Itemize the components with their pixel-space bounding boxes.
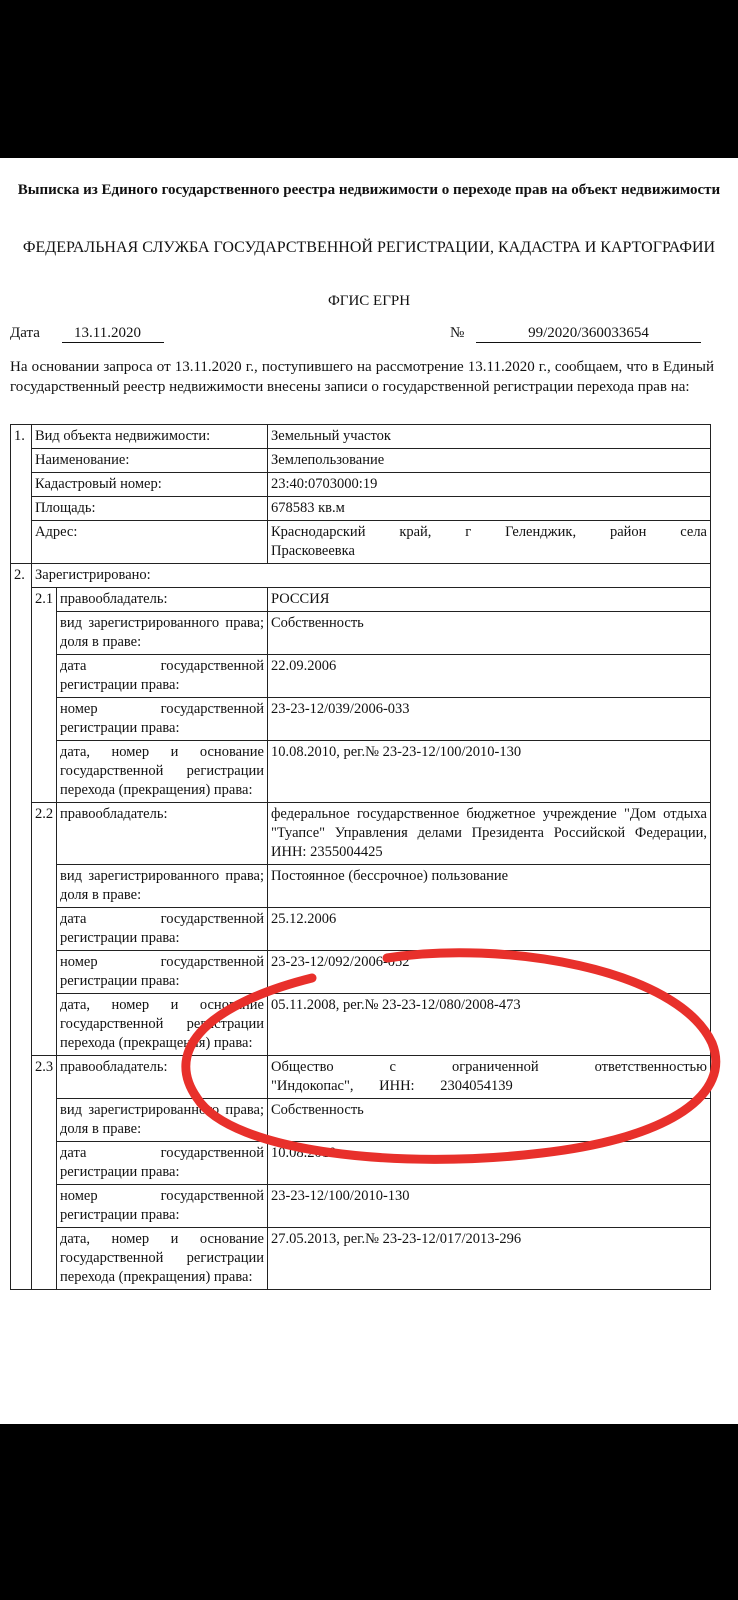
date-value: 13.11.2020 bbox=[62, 325, 164, 343]
registered-label: Зарегистрировано: bbox=[32, 564, 711, 588]
reg-date-value: 25.12.2006 bbox=[268, 908, 711, 951]
reg-date-value: 22.09.2006 bbox=[268, 655, 711, 698]
table-row bbox=[11, 698, 711, 741]
table-row bbox=[11, 564, 711, 588]
right-value: Собственность bbox=[268, 612, 711, 655]
transfer-label: дата, номер и основание государственной регистрации перехода (прекращения) права: bbox=[57, 741, 268, 803]
number-value: 99/2020/360033654 bbox=[476, 325, 701, 343]
registry-table bbox=[10, 424, 711, 1290]
right-value: Собственность bbox=[268, 1099, 711, 1142]
table-row bbox=[11, 521, 711, 564]
transfer-label: дата, номер и основание государственной регистрации перехода (прекращения) права: bbox=[57, 1228, 268, 1290]
reg-num-value: 23-23-12/039/2006-033 bbox=[268, 698, 711, 741]
object-type-label: Вид объекта недвижимости: bbox=[32, 425, 268, 449]
table-row bbox=[11, 1099, 711, 1142]
reg-num-label: номер государственной регистрации права: bbox=[57, 951, 268, 994]
holder-value: РОССИЯ bbox=[268, 588, 711, 612]
table-row bbox=[11, 1142, 711, 1185]
system-name: ФГИС ЕГРН bbox=[327, 293, 411, 309]
agency-name: ФЕДЕРАЛЬНАЯ СЛУЖБА ГОСУДАРСТВЕННОЙ РЕГИСТРАЦИИ, КАДАСТРА И КАРТОГРАФИИ bbox=[22, 239, 716, 256]
table-row bbox=[11, 1228, 711, 1290]
area-label: Площадь: bbox=[32, 497, 268, 521]
table-row bbox=[11, 803, 711, 865]
reg-num-value: 23-23-12/100/2010-130 bbox=[268, 1185, 711, 1228]
transfer-value: 05.11.2008, рег.№ 23-23-12/080/2008-473 bbox=[268, 994, 711, 1056]
table-row bbox=[11, 473, 711, 497]
holder-label: правообладатель: bbox=[57, 803, 268, 865]
section-number: 1. bbox=[11, 425, 32, 564]
right-label: вид зарегистрированного права; доля в праве: bbox=[57, 865, 268, 908]
table-row bbox=[11, 588, 711, 612]
intro-paragraph: На основании запроса от 13.11.2020 г., поступившего на рассмотрение 13.11.2020 г., сообщаем, что в Единый государственный реестр недвижимости внесены записи о государственной регистрации перехода прав на: bbox=[10, 359, 714, 395]
table-row bbox=[11, 994, 711, 1056]
reg-date-label: дата государственной регистрации права: bbox=[57, 908, 268, 951]
entry-number: 2.1 bbox=[32, 588, 57, 803]
reg-num-label: номер государственной регистрации права: bbox=[57, 698, 268, 741]
transfer-value: 27.05.2013, рег.№ 23-23-12/017/2013-296 bbox=[268, 1228, 711, 1290]
object-type-value: Земельный участок bbox=[268, 425, 711, 449]
entry-number: 2.3 bbox=[32, 1056, 57, 1290]
holder-value: Общество с ограниченной ответственностью "Индокопас", ИНН: 2304054139 bbox=[268, 1056, 711, 1099]
object-name-value: Землепользование bbox=[268, 449, 711, 473]
right-label: вид зарегистрированного права; доля в праве: bbox=[57, 612, 268, 655]
section-number: 2. bbox=[11, 564, 32, 1290]
transfer-label: дата, номер и основание государственной регистрации перехода (прекращения) права: bbox=[57, 994, 268, 1056]
number-label: № bbox=[450, 325, 465, 341]
address-value: Краснодарский край, г Геленджик, район села Прасковеевка bbox=[268, 521, 711, 564]
table-row bbox=[11, 425, 711, 449]
table-row bbox=[11, 612, 711, 655]
reg-date-label: дата государственной регистрации права: bbox=[57, 1142, 268, 1185]
holder-label: правообладатель: bbox=[57, 588, 268, 612]
date-number-line bbox=[10, 325, 728, 345]
area-value: 678583 кв.м bbox=[268, 497, 711, 521]
reg-date-value: 10.08.2010 bbox=[268, 1142, 711, 1185]
object-name-label: Наименование: bbox=[32, 449, 268, 473]
table-row bbox=[11, 741, 711, 803]
table-row bbox=[11, 449, 711, 473]
cadastral-label: Кадастровый номер: bbox=[32, 473, 268, 497]
table-row bbox=[11, 908, 711, 951]
table-row bbox=[11, 951, 711, 994]
reg-date-label: дата государственной регистрации права: bbox=[57, 655, 268, 698]
reg-num-value: 23-23-12/092/2006-052 bbox=[268, 951, 711, 994]
holder-value: федеральное государственное бюджетное учреждение "Дом отдыха "Туапсе" Управления делами Президента Российской Федерации, ИНН: 2355004425 bbox=[268, 803, 711, 865]
table-row bbox=[11, 1056, 711, 1099]
transfer-value: 10.08.2010, рег.№ 23-23-12/100/2010-130 bbox=[268, 741, 711, 803]
address-label: Адрес: bbox=[32, 521, 268, 564]
right-value: Постоянное (бессрочное) пользование bbox=[268, 865, 711, 908]
table-row bbox=[11, 655, 711, 698]
entry-number: 2.2 bbox=[32, 803, 57, 1056]
document-title: Выписка из Единого государственного реестра недвижимости о переходе прав на объект недвижимости bbox=[17, 182, 721, 198]
date-label: Дата bbox=[10, 325, 40, 341]
table-row bbox=[11, 1185, 711, 1228]
table-row bbox=[11, 497, 711, 521]
cadastral-value: 23:40:0703000:19 bbox=[268, 473, 711, 497]
document-page bbox=[0, 158, 738, 1424]
holder-label: правообладатель: bbox=[57, 1056, 268, 1099]
table-row bbox=[11, 865, 711, 908]
right-label: вид зарегистрированного права; доля в праве: bbox=[57, 1099, 268, 1142]
reg-num-label: номер государственной регистрации права: bbox=[57, 1185, 268, 1228]
